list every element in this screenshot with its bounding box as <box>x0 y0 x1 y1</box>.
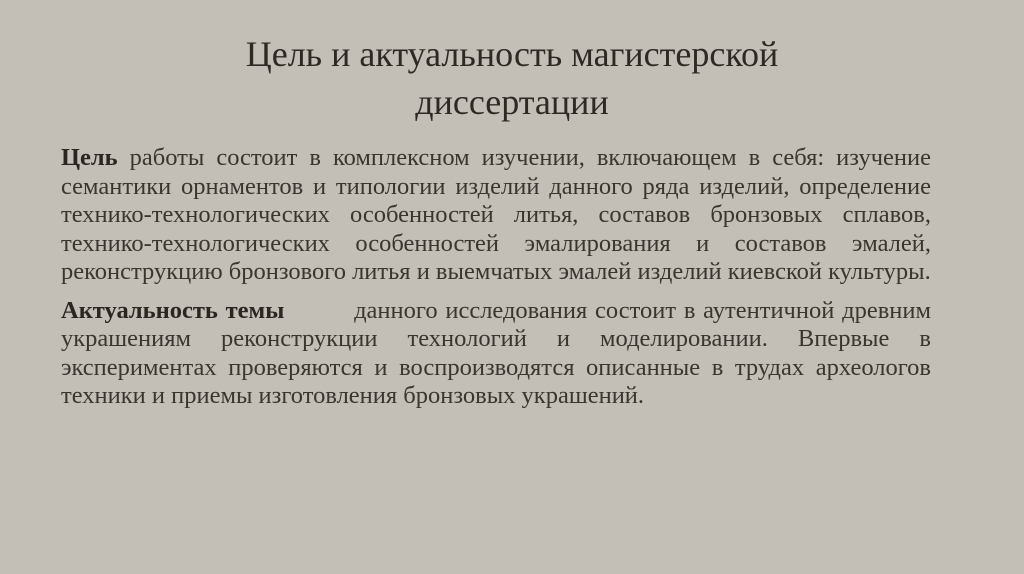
goal-text: работы состоит в комплексном изучении, включающем в себя: изучение семантики орнаментов и типологии изделий данного ряда изделий, определение технико-технологических особенностей литья, составов бронзовых сплавов, технико-технологических особенностей эмалирования и составов эмалей, реконструкцию бронзового литья и выемчатых эмалей изделий киевской культуры. <box>61 144 931 285</box>
goal-lead: Цель <box>61 144 118 171</box>
title-line-1: Цель и актуальность магистерской <box>245 34 779 74</box>
relevance-paragraph <box>61 297 931 411</box>
slide-title <box>0 30 1024 126</box>
relevance-lead: Актуальность темы <box>61 296 285 324</box>
relevance-text: данного исследования состоит в аутентичной древним украшениям реконструкции технологий и моделировании. Впервые в экспериментах проверяются и воспроизводятся описанные в трудах археологов техники и приемы изготовления бронзовых украшений. <box>61 296 931 409</box>
title-line-2: диссертации <box>415 82 609 122</box>
slide-body <box>61 144 931 421</box>
goal-paragraph <box>61 144 931 287</box>
